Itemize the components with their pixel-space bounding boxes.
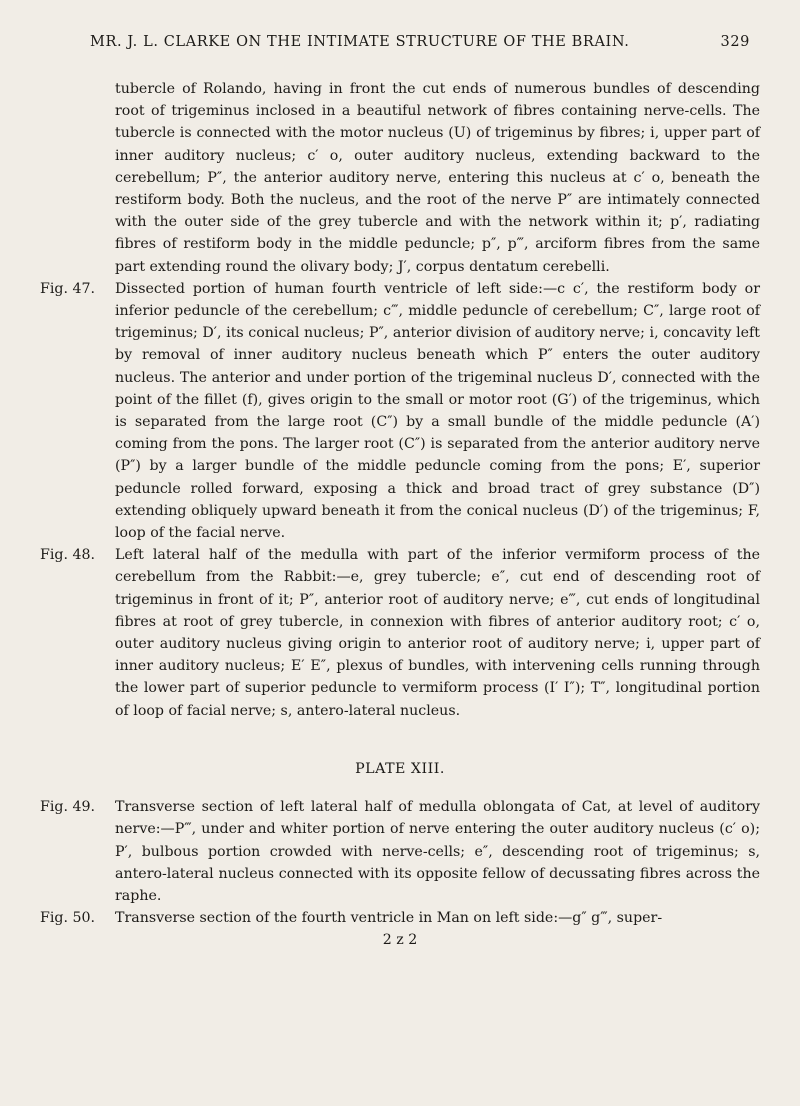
body-text [40, 78, 760, 952]
figure-text: Dissected portion of human fourth ventricle of left side:—c c′, the restiform body or inferior peduncle of the cerebellum; c‴, middle peduncle of cerebellum; C″, large root of trigeminus; D′, its conical nucleus; P″, anterior division of auditory nerve; i, concavity left by removal of inner auditory nucleus beneath which P″ enters the outer auditory nucleus. The anterior and under portion of the trigeminal nucleus D′, connected with the point of the fillet (f), gives origin to the small or motor root (G′) of the trigeminus, which is separated from the large root (C″) by a small bundle of the middle peduncle (A′) coming from the pons. The larger root (C″) is separated from the anterior auditory nerve (P″) by a larger bundle of the middle peduncle coming from the pons; E′, superior peduncle rolled forward, exposing a thick and broad tract of grey substance (D″) extending obliquely upward beneath it from the conical nucleus (D′) of the trigeminus; F, loop of the facial nerve. [115, 280, 760, 542]
figure-label: Fig. 49. [40, 799, 96, 816]
figure-text: Left lateral half of the medulla with part of the inferior vermiform process of the cerebellum from the Rabbit:—e, grey tubercle; e″, cut end of descending root of trigeminus in front of it; P″, anterior root of auditory nerve; e‴, cut ends of longitudinal fibres at root of grey tubercle, in connexion with fibres of anterior auditory root; c′ o, outer auditory nucleus giving origin to anterior root of auditory nerve; i, upper part of inner auditory nucleus; E′ E″, plexus of bundles, with intervening cells running through the lower part of superior peduncle to vermiform process (I′ I″); T″, longitudinal portion of loop of facial nerve; s, antero-lateral nucleus. [115, 547, 760, 719]
figure-caption-47 [40, 278, 760, 544]
page-number: 329 [720, 34, 750, 50]
figure-text: Transverse section of left lateral half of medulla oblongata of Cat, at level of auditory nerve:—P‴, under and whiter portion of nerve entering the outer auditory nucleus (c′ o); P′, bulbous portion crowded with nerve-cells; e″, descending root of trigeminus; s, antero-lateral nucleus connected with its opposite fellow of decussating fibres across the raphe. [115, 799, 760, 904]
figure-label: Fig. 48. [40, 547, 96, 564]
figure-label: Fig. 50. [40, 910, 96, 927]
figure-caption-49 [40, 796, 760, 907]
continued-paragraph: tubercle of Rolando, having in front the cut ends of numerous bundles of descending root of trigeminus inclosed in a beautiful network of fibres containing nerve-cells. The tubercle is connected with the motor nucleus (U) of trigeminus by fibres; i, upper part of inner auditory nucleus; c′ o, outer auditory nucleus, extending backward to the cerebellum; P″, the anterior auditory nerve, entering this nucleus at c′ o, beneath the restiform body. Both the nucleus, and the root of the nerve P″ are intimately connected with the outer side of the grey tubercle and with the network within it; p′, radiating fibres of restiform body in the middle peduncle; p″, p‴, arciform fibres from the same part extending round the olivary body; J′, corpus dentatum cerebelli. [115, 81, 760, 275]
running-header [90, 34, 750, 50]
running-title: MR. J. L. CLARKE ON THE INTIMATE STRUCTURE OF THE BRAIN. [90, 34, 630, 50]
figure-text: Transverse section of the fourth ventricle in Man on left side:—g″ g‴, super- [115, 910, 663, 927]
plate-heading: PLATE XIII. [355, 760, 445, 777]
figure-caption-48 [40, 544, 760, 722]
figure-caption-50 [40, 907, 760, 929]
signature-mark: 2 z 2 [382, 932, 418, 949]
figure-label: Fig. 47. [40, 280, 96, 297]
